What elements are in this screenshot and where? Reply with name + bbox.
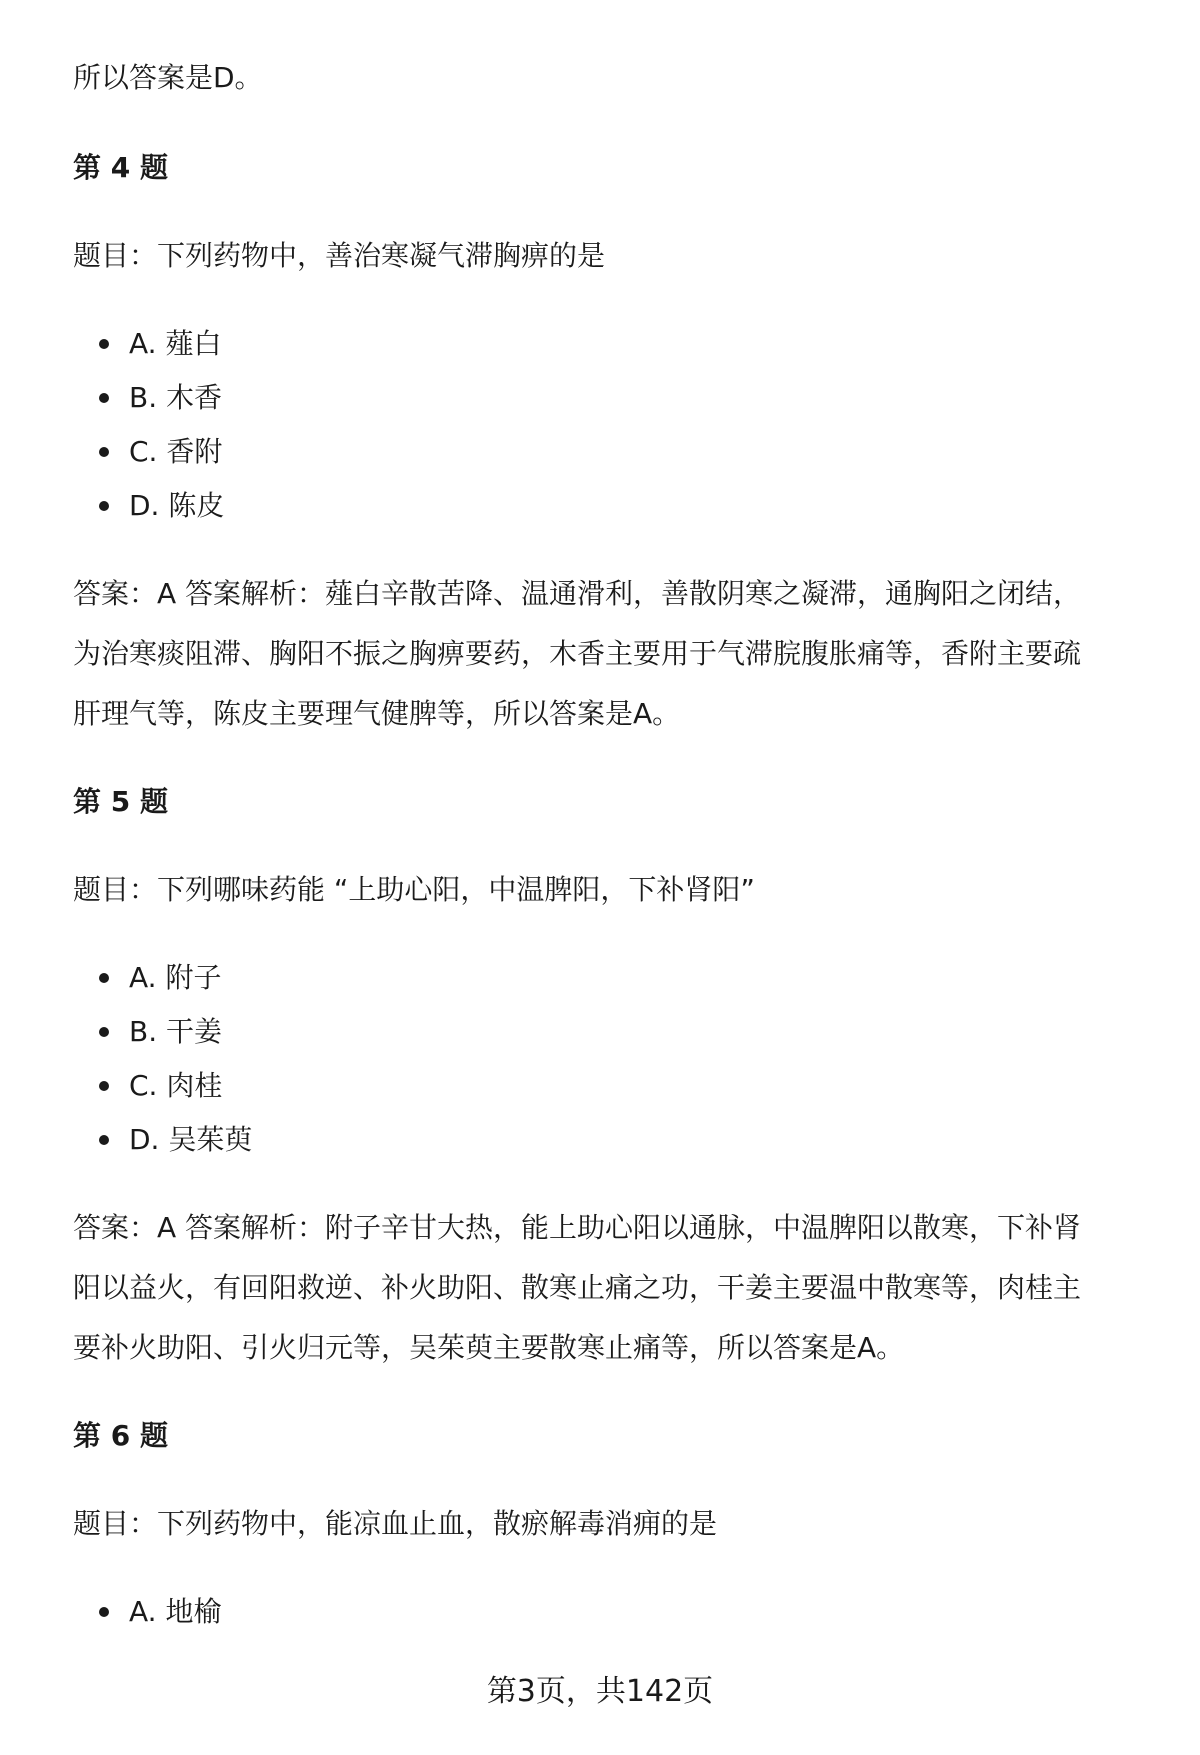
bullet-icon bbox=[99, 339, 109, 349]
option-label: B. 木香 bbox=[129, 381, 223, 414]
answer-line: 答案：A 答案解析：薤白辛散苦降、温通滑利，善散阴寒之凝滞，通胸阳之闭结， bbox=[73, 577, 1082, 610]
option-item bbox=[99, 1582, 1153, 1642]
question-heading: 第 4 题 bbox=[73, 151, 168, 184]
page-number-footer: 第3页，共142页 bbox=[486, 1674, 714, 1709]
bullet-icon bbox=[99, 1135, 109, 1145]
option-list bbox=[73, 948, 1153, 1170]
option-item bbox=[99, 1110, 1153, 1170]
question-heading: 第 5 题 bbox=[73, 785, 168, 818]
bullet-icon bbox=[99, 393, 109, 403]
option-label: A. 地榆 bbox=[129, 1595, 222, 1628]
option-item bbox=[99, 368, 1153, 428]
answer-line: 为治寒痰阻滞、胸阳不振之胸痹要药，木香主要用于气滞脘腹胀痛等，香附主要疏 bbox=[73, 637, 1082, 670]
option-label: D. 吴茱萸 bbox=[129, 1123, 253, 1156]
previous-answer-conclusion: 所以答案是D。 bbox=[73, 61, 263, 94]
option-label: A. 薤白 bbox=[129, 327, 222, 360]
option-item bbox=[99, 476, 1153, 536]
question-heading: 第 6 题 bbox=[73, 1419, 168, 1452]
option-item bbox=[99, 422, 1153, 482]
answer-explanation bbox=[73, 1198, 1153, 1378]
bullet-icon bbox=[99, 1027, 109, 1037]
option-item bbox=[99, 314, 1153, 374]
answer-line: 肝理气等，陈皮主要理气健脾等，所以答案是A。 bbox=[73, 697, 681, 730]
answer-line: 答案：A 答案解析：附子辛甘大热，能上助心阳以通脉，中温脾阳以散寒，下补肾 bbox=[73, 1211, 1082, 1244]
answer-line: 阳以益火，有回阳救逆、补火助阳、散寒止痛之功，干姜主要温中散寒等，肉桂主 bbox=[73, 1271, 1082, 1304]
bullet-icon bbox=[99, 501, 109, 511]
option-item bbox=[99, 1002, 1153, 1062]
question-prompt: 题目：下列药物中，善治寒凝气滞胸痹的是 bbox=[73, 239, 606, 272]
bullet-icon bbox=[99, 973, 109, 983]
option-label: A. 附子 bbox=[129, 961, 222, 994]
bullet-icon bbox=[99, 1081, 109, 1091]
question-prompt: 题目：下列哪味药能 “上助心阳，中温脾阳，下补肾阳” bbox=[73, 873, 755, 906]
option-item bbox=[99, 1056, 1153, 1116]
question-prompt: 题目：下列药物中，能凉血止血，散瘀解毒消痈的是 bbox=[73, 1507, 718, 1540]
bullet-icon bbox=[99, 447, 109, 457]
option-label: C. 肉桂 bbox=[129, 1069, 223, 1102]
option-label: D. 陈皮 bbox=[129, 489, 225, 522]
option-list bbox=[73, 314, 1153, 536]
answer-explanation bbox=[73, 564, 1153, 744]
option-label: C. 香附 bbox=[129, 435, 223, 468]
answer-line: 要补火助阳、引火归元等，吴茱萸主要散寒止痛等，所以答案是A。 bbox=[73, 1331, 905, 1364]
bullet-icon bbox=[99, 1607, 109, 1617]
option-item bbox=[99, 948, 1153, 1008]
option-list bbox=[73, 1582, 1153, 1642]
document-page bbox=[73, 48, 1153, 1642]
option-label: B. 干姜 bbox=[129, 1015, 223, 1048]
